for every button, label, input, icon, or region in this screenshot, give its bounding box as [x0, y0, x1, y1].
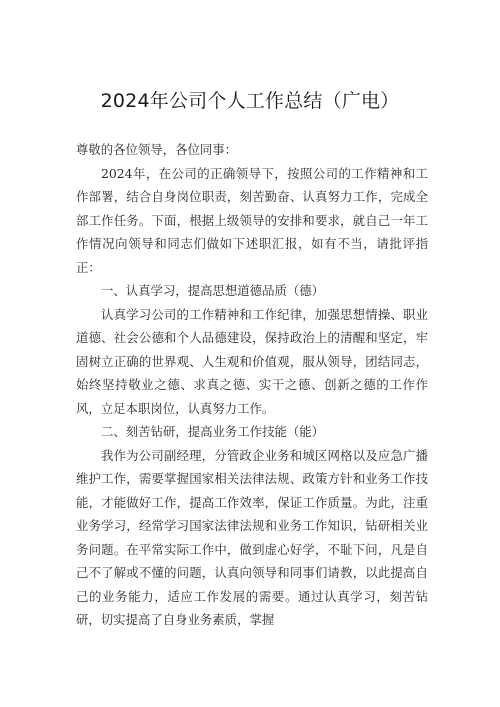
- document-title: 2024年公司个人工作总结（广电）: [100, 90, 400, 112]
- greeting: 尊敬的各位领导，各位同事：: [76, 142, 238, 157]
- section-2-heading: 二、刻苦钻研，提高业务工作技能（能）: [101, 424, 325, 439]
- section-1-heading: 一、认真学习，提高思想道德品质（德）: [101, 283, 325, 298]
- document-body: [76, 138, 428, 632]
- section-1-paragraph: 认真学习公司的工作精神和工作纪律，加强思想情操、职业道德、社会公德和个人品德建设，保持政治上的清醒和坚定，牢固树立正确的世界观、人生观和价值观，服从领导，团结同志，始终坚持敬业之德、求真之德、实干之德、创新之德的工作作风，立足本职岗位，认真努力工作。: [76, 306, 428, 416]
- section-2-paragraph: 我作为公司副经理，分管政企业务和城区网格以及应急广播维护工作，需要掌握国家相关法律法规、政策方针和业务工作技能，才能做好工作，提高工作效率，保证工作质量。为此，注重业务学习，经常学习国家法律法规和业务工作知识，钻研相关业务问题。在平常实际工作中，做到虚心好学，不耻下问，凡是自己不了解或不懂的问题，认真向领导和同事们请教，以此提高自己的业务能力，适应工作发展的需要。通过认真学习，刻苦钻研，切实提高了自身业务素质，掌握: [76, 447, 428, 627]
- intro-paragraph: 2024年，在公司的正确领导下，按照公司的工作精神和工作部署，结合自身岗位职责，刻苦勤奋、认真努力工作，完成全部工作任务。下面，根据上级领导的安排和要求，就自己一年工作情况向领导和同志们做如下述职汇报，如有不当，请批评指正：: [76, 165, 428, 275]
